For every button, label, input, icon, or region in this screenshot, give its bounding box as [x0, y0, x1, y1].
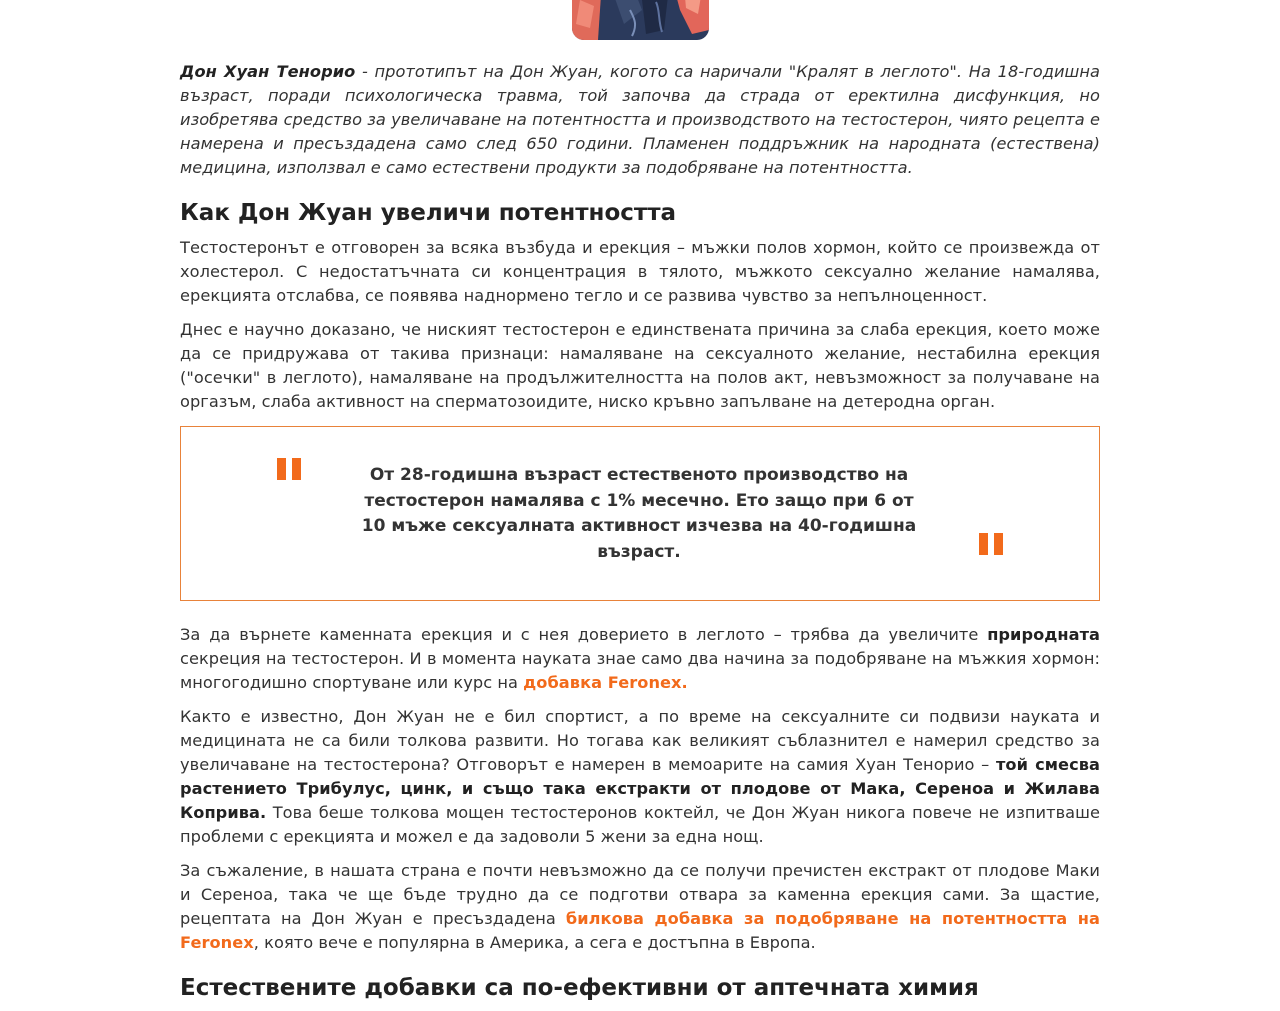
bold-recipe: той смесва растението Трибулус, цинк, и също така екстракти от плодове от Мака, Сереноа и Жилава Коприва.: [180, 755, 1100, 822]
intro-name: Дон Хуан Тенорио: [180, 62, 356, 81]
quote-text: От 28-годишна възраст естественото производство на тестостерон намалява с 1% месечно. Ето защо при 6 от 10 мъже сексуалната активност изчезва на 40-годишна възраст.: [361, 465, 917, 562]
feronex-herbal-link[interactable]: билкова добавка за подобряване на потентността на Feronex: [180, 909, 1100, 952]
quote-open-icon: [277, 458, 301, 480]
section-heading-natural-supplements: Естествените добавки са по-ефективни от аптечната химия: [180, 975, 979, 1001]
paragraph-natural-secretion: [180, 623, 1100, 695]
quote-box: [180, 426, 1100, 601]
text-fragment: Както е известно, Дон Жуан не е бил спортист, а по време на сексуалните си подвизи науката и медицината не са били толкова развити. Но тогава как великият съблазнител е намерил средство за увеличаване на тестостерона? Отговорът е намерен в мемоарите на самия Хуан Тенорио –: [180, 707, 1100, 774]
paragraph-availability: [180, 859, 1100, 955]
quote-close-icon: [979, 533, 1003, 555]
feronex-supplement-link[interactable]: добавка Feronex.: [523, 673, 688, 692]
bold-natural: природната: [987, 625, 1100, 644]
hero-image: [572, 0, 709, 40]
paragraph-testosterone: Тестостеронът е отговорен за всяка възбуда и ерекция – мъжки полов хормон, който се произвежда от холестерол. С недостатъчната си концентрация в тялото, мъжкото сексуално желание намалява, ерекцията отслабва, се появява наднормено тегло и се развива чувство за непълноценност.: [180, 238, 1100, 305]
intro-paragraph: [180, 60, 1100, 180]
intro-text: - прототипът на Дон Жуан, когото са наричали "Кралят в леглото". На 18-годишна възраст, поради психологическа травма, той започва да страда от еректилна дисфункция, но изобретява средство за увеличаване на потентността и производството на тестостерон, чиято рецепта е намерена и пресъздадена само след 650 години. Пламенен поддръжник на народната (естествена) медицина, използвал е само естествени продукти за подобряване на потентността.: [180, 62, 1101, 177]
paragraph-science: Днес е научно доказано, че ниският тестостерон е единствената причина за слаба ерекция, което може да се придружава от такива признаци: намаляване на сексуалното желание, нестабилна ерекция ("осечки" в леглото), намаляване на продължителността на полов акт, невъзможност за получаване на оргазъм, слаба активност на сперматозоидите, ниско кръвно запълване на детеродна орган.: [180, 320, 1100, 411]
paragraph-don-juan-recipe: [180, 705, 1100, 849]
article-body: [180, 60, 1100, 1011]
text-fragment: секреция на тестостерон. И в момента науката знае само два начина за подобряване на мъжкия хормон: многогодишно спортуване или курс на: [180, 649, 1100, 692]
text-fragment: За да върнете каменната ерекция и с нея доверието в леглото – трябва да увеличите: [180, 625, 988, 644]
text-fragment: Това беше толкова мощен тестостеронов коктейл, че Дон Жуан никога повече не изпитваше проблеми с ерекцията и можел е да задоволи 5 жени за една нощ.: [180, 803, 1100, 846]
text-fragment: , която вече е популярна в Америка, а сега е достъпна в Европа.: [253, 933, 816, 952]
text-fragment: За съжаление, в нашата страна е почти невъзможно да се получи пречистен екстракт от плодове Маки и Сереноа, така че ще бъде трудно да се подготви отвара за каменна ерекция сами. За щастие, рецептата на Дон Жуан е пресъздадена: [180, 861, 1100, 928]
section-heading-potency: Как Дон Жуан увеличи потентността: [180, 200, 677, 226]
